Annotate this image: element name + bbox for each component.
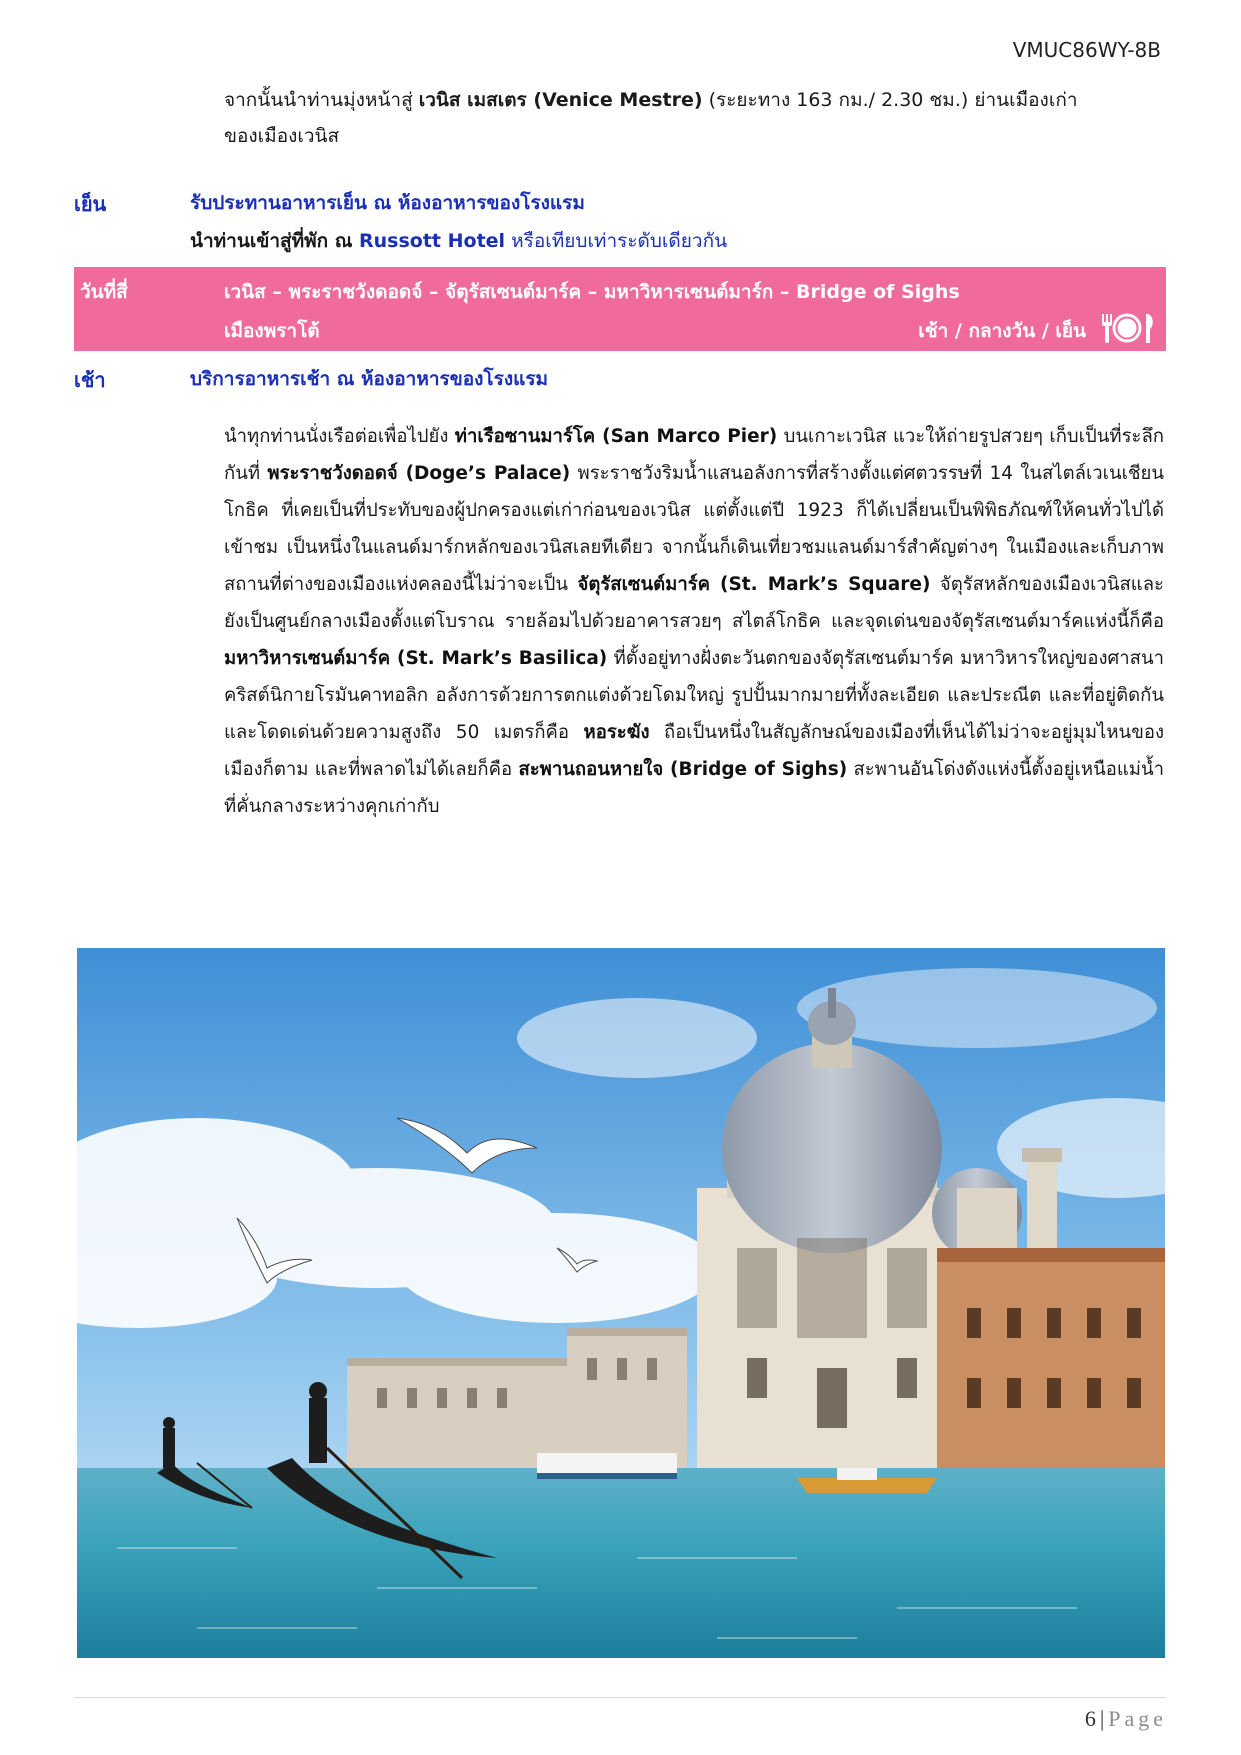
- day-description: [224, 418, 1164, 825]
- plate-cutlery-icon: [1092, 311, 1162, 345]
- intro-distance: (ระยะทาง 163 กม./ 2.30 ชม.) ย่านเมืองเก่า: [702, 89, 1078, 111]
- san-marco-pier: ท่าเรือซานมาร์โค (San Marco Pier): [454, 426, 778, 447]
- hotel-intro: นำท่านเข้าสู่ที่พัก ณ: [190, 230, 359, 252]
- hotel-equivalent: หรือเทียบเท่าระดับเดียวกัน: [505, 230, 728, 252]
- page-word: Page: [1108, 1706, 1167, 1731]
- intro-paragraph: [224, 82, 1164, 154]
- page-separator: |: [1099, 1706, 1105, 1731]
- page-number-value: 6: [1084, 1706, 1096, 1731]
- morning-label: เช้า: [74, 368, 106, 392]
- morning-breakfast: บริการอาหารเช้า ณ ห้องอาหารของโรงแรม: [190, 368, 549, 390]
- body-text: สะพานอันโด่งดังแห่งนี้ตั้งอยู่เหนือแม่น้ำที่คั่นกลางระหว่างคุกเก่ากับ: [224, 759, 1164, 817]
- day-destination: เมืองพราโต้: [224, 320, 320, 342]
- intro-text: จากนั้นนำท่านมุ่งหน้าสู่: [224, 89, 419, 111]
- document-code: VMUC86WY-8B: [1012, 38, 1161, 62]
- bell-tower: หอระฆัง: [583, 722, 650, 743]
- evening-label: เย็น: [74, 192, 107, 216]
- day-header-bar: [74, 267, 1166, 351]
- body-text: ที่ตั้งอยู่ทางฝั่งตะวันตกของจัตุรัสเซนต์มาร์ค มหาวิหารใหญ่ของศาสนาคริสต์นิกายโรมันคาทอลิก อลังการด้วยการตกแต่งด้วยโดมใหญ่ รูปปั้นมากมายที่ทั้งละเอียด และประณีต และที่อยู่ติดกันและโดดเด่นด้วยความสูงถึง 50 เมตรก็คือ: [224, 648, 1164, 743]
- page-number: [1085, 1706, 1167, 1732]
- intro-line-1: [224, 82, 1164, 118]
- day-label: วันที่สี่: [80, 281, 128, 303]
- st-marks-basilica: มหาวิหารเซนต์มาร์ค (St. Mark’s Basilica): [224, 648, 608, 669]
- hotel-name: Russott Hotel: [359, 230, 506, 252]
- intro-line-2: ของเมืองเวนิส: [224, 125, 340, 147]
- day-route: เวนิส – พระราชวังดอดจ์ – จัตุรัสเซนต์มาร์ค – มหาวิหารเซนต์มาร์ก – Bridge of Sighs: [224, 281, 960, 303]
- bridge-of-sighs: สะพานถอนหายใจ (Bridge of Sighs): [518, 759, 848, 780]
- venice-grand-canal-photo: [77, 948, 1165, 1658]
- body-text: ถือเป็นหนึ่งในสัญลักษณ์ของเมืองที่เห็นได้ไม่ว่าจะอยู่มุมไหนของเมืองก็ตาม และที่พลาดไม่ได้เลยก็คือ: [224, 722, 1164, 780]
- footer-divider: [74, 1697, 1166, 1698]
- body-text: พระราชวังริมน้ำแสนอลังการที่สร้างตั้งแต่ศตวรรษที่ 14 ในสไตล์เวเนเชียนโกธิค ที่เคยเป็นที่ประทับของผู้ปกครองแต่เก่าก่อนของเวนิส แต่ตั้งแต่ปี 1923 ก็ได้เปลี่ยนเป็นพิพิธภัณฑ์ให้คนทั่วไปได้เข้าชม เป็นหนึ่งในแลนด์มาร์กหลักของเวนิสเลยทีเดียว จากนั้นก็เดินเที่ยวชมแลนด์มาร์สำคัญต่างๆ ในเมืองและเก็บภาพสถานที่ต่างของเมืองแห่งคลองนี้ไม่ว่าจะเป็น: [224, 463, 1165, 595]
- meals-included: เช้า / กลางวัน / เย็น: [918, 320, 1086, 342]
- doges-palace: พระราชวังดอดจ์ (Doge’s Palace): [267, 463, 571, 484]
- body-text: นำทุกท่านนั่งเรือต่อเพื่อไปยัง: [224, 426, 455, 447]
- st-marks-square: จัตุรัสเซนต์มาร์ค (St. Mark’s Square): [577, 574, 931, 595]
- body-text: จัตุรัสหลักของเมืองเวนิสและยังเป็นศูนย์กลางเมืองตั้งแต่โบราณ รายล้อมไปด้วยอาคารสวยๆ สไตล์โกธิค และจุดเด่นของจัตุรัสเซนต์มาร์คแห่งนี้ก็คือ: [224, 574, 1164, 632]
- body-text: บนเกาะเวนิส แวะให้ถ่ายรูปสวยๆ เก็บเป็นที่ระลึกกันที่: [224, 426, 1164, 484]
- evening-dinner: รับประทานอาหารเย็น ณ ห้องอาหารของโรงแรม: [190, 192, 585, 214]
- evening-hotel: [190, 226, 727, 256]
- intro-venice-mestre: เวนิส เมสเตร (Venice Mestre): [418, 89, 703, 111]
